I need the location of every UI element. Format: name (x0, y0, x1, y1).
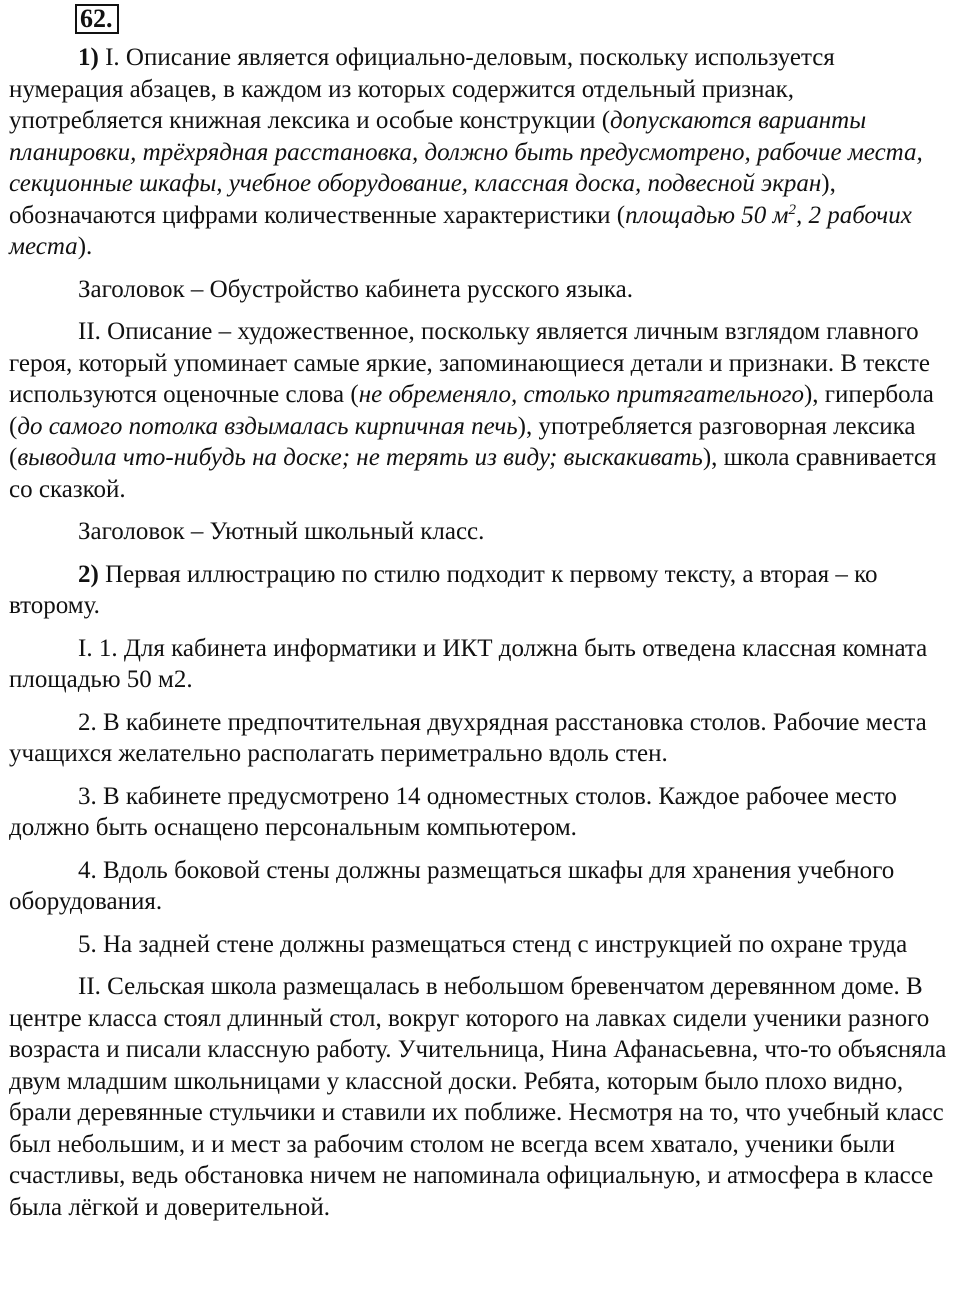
italic-text: площадью 50 м (625, 201, 789, 229)
heading-line-1: Заголовок – Обустройство кабинета русского языка. (78, 275, 634, 303)
italic-text: , 2 рабочих места (9, 201, 912, 260)
list-item: 2. В кабинете предпочтительная двухрядная расстановка столов. Рабочие места учащихся желательно располагать периметрально вдоль стен. (9, 708, 927, 767)
italic-example: допускаются варианты планировки, трёхрядная расстановка, должно быть предусмотрено, рабочие места, секционные шкафы, учебное оборудование, классная доска, подвесной экран (9, 107, 923, 197)
text-span: ), гипербола ( (9, 381, 934, 440)
text-span: Первая иллюстрацию по стилю подходит к первому тексту, а вторая – ко второму. (9, 560, 878, 619)
text-span: ), употребляется разговорная лексика ( (9, 412, 916, 471)
italic-example: до самого потолка вздымалась кирпичная печь (17, 412, 518, 440)
text-span: ). (77, 233, 93, 260)
paragraph-illustrations (9, 559, 949, 622)
task-number-box: 62. (75, 4, 119, 34)
heading-line-2: Заголовок – Уютный школьный класс. (78, 518, 485, 545)
text-span: ), школа сравнивается со сказкой. (9, 444, 937, 503)
paragraph-style-analysis-2 (9, 316, 949, 505)
part-marker-1: 1) (78, 44, 99, 71)
part-marker-2: 2) (78, 560, 99, 588)
document-page (9, 4, 949, 1234)
superscript: 2 (788, 201, 796, 218)
paragraph-style-analysis-1 (9, 42, 949, 263)
list-item: 3. В кабинете предусмотрено 14 одноместных столов. Каждое рабочее место должно быть оснащено персональным компьютером. (9, 782, 897, 841)
paragraph-description-artistic: II. Сельская школа размещалась в небольшом бревенчатом деревянном доме. В центре класса стоял длинный стол, вокруг которого на лавках сидели ученики разного возраста и писали классную работу. Учительница, Нина Афанасьевна, что-то объясняла двум младшим школьницами у классной доски. Ребята, которым было плохо видно, брали деревянные стульчики и ставили их поближе. Несмотря на то, что учебный класс был небольшим, и и мест за рабочим столом не всегда всем хватало, ученики были счастливы, ведь обстановка ничем не напоминала официальную, и атмосфера в классе была лёгкой и доверительной. (9, 973, 947, 1221)
text-span: I. Описание является официально-деловым, поскольку используется нумерация абзацев, в каждом из которых содержится отдельный признак, употребляется книжная лексика и особые конструкции ( (9, 44, 835, 134)
list-item: I. 1. Для кабинета информатики и ИКТ должна быть отведена классная комната площадью 50 м2. (9, 634, 928, 693)
list-item: 4. Вдоль боковой стены должны размещаться шкафы для хранения учебного оборудования. (9, 856, 895, 915)
list-item: 5. На задней стене должны размещаться стенд с инструкцией по охране труда (78, 930, 908, 958)
italic-example: не обременяло, столько притягательного (358, 381, 804, 408)
text-span: II. Описание – художественное, поскольку является личным взглядом главного героя, который упоминает самые яркие, запоминающиеся детали и признаки. В тексте используются оценочные слова ( (9, 318, 930, 408)
text-span: ), обозначаются цифрами количественные характеристики ( (9, 170, 836, 229)
italic-example: выводила что-нибудь на доске; не терять из виду; выскакивать (17, 444, 703, 471)
